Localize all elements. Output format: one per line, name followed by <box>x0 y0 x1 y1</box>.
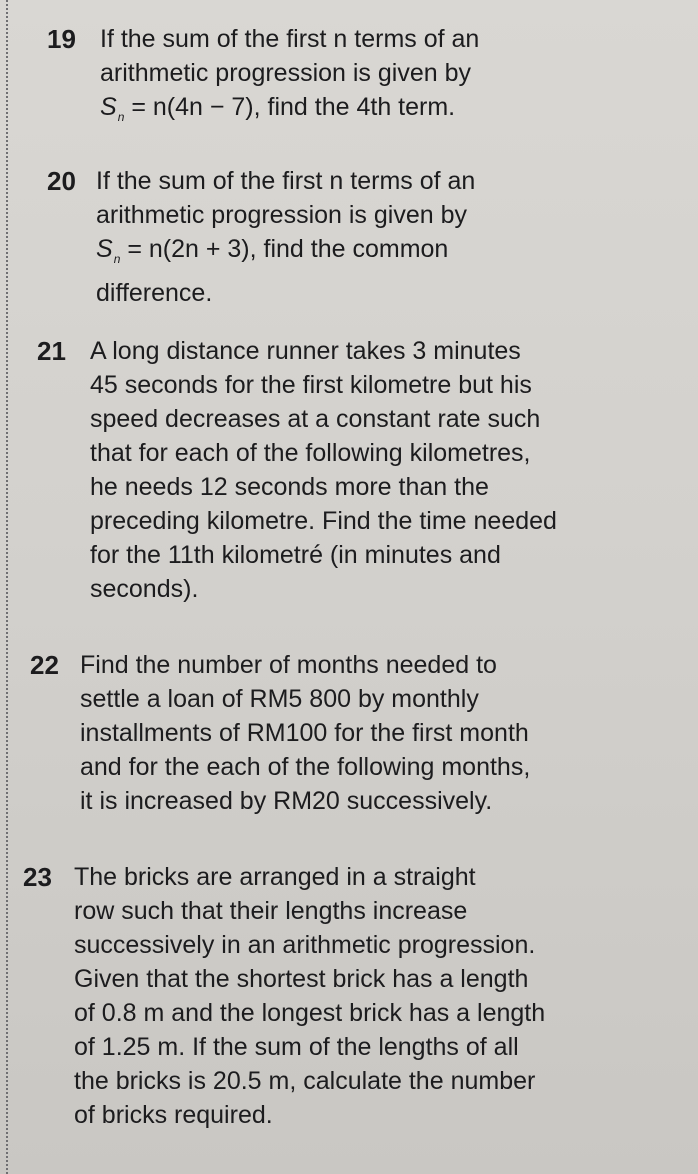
formula-lhs: S <box>100 93 117 121</box>
question-text <box>74 860 545 1132</box>
text-line: Find the number of months needed to <box>80 651 497 679</box>
text-line: 45 seconds for the first kilometre but his <box>90 371 532 399</box>
text-line: preceding kilometre. Find the time needed <box>90 507 557 535</box>
text-line: installments of RM100 for the first month <box>80 719 529 747</box>
text-line: for the 11th kilometré (in minutes and <box>90 541 501 569</box>
text-line: of bricks required. <box>74 1101 273 1129</box>
text-line: seconds). <box>90 575 199 603</box>
question-number: 23 <box>23 862 52 892</box>
formula-line <box>100 90 479 134</box>
text-line: successively in an arithmetic progression. <box>74 931 536 959</box>
formula-lhs: S <box>96 235 113 263</box>
text-line: If the sum of the first n terms of an <box>96 167 476 195</box>
formula-line <box>96 232 475 276</box>
text-line: of 1.25 m. If the sum of the lengths of all <box>74 1033 519 1061</box>
text-line: A long distance runner takes 3 minutes <box>90 337 521 365</box>
question-number: 22 <box>30 650 59 680</box>
text-line: of 0.8 m and the longest brick has a length <box>74 999 546 1027</box>
question-text <box>80 648 530 818</box>
question-number: 21 <box>37 336 66 366</box>
text-line: row such that their lengths increase <box>74 897 468 925</box>
text-line: settle a loan of RM5 800 by monthly <box>80 685 479 713</box>
text-line: arithmetic progression is given by <box>100 59 471 87</box>
formula-rhs: = n(4n − 7), find the 4th term. <box>131 93 456 121</box>
text-line: and for the each of the following months, <box>80 753 531 781</box>
formula-subscript: n <box>117 110 125 124</box>
question-number: 19 <box>47 24 76 54</box>
margin-dotted-line <box>6 0 8 1174</box>
text-line: he needs 12 seconds more than the <box>90 473 489 501</box>
text-line: The bricks are arranged in a straight <box>74 863 476 891</box>
question-text <box>90 334 557 606</box>
text-line: difference. <box>96 279 213 307</box>
formula-rhs: = n(2n + 3), find the common <box>127 235 449 263</box>
text-line: Given that the shortest brick has a length <box>74 965 529 993</box>
text-line: it is increased by RM20 successively. <box>80 787 493 815</box>
text-line: the bricks is 20.5 m, calculate the number <box>74 1067 536 1095</box>
formula-subscript: n <box>113 252 121 266</box>
text-line: speed decreases at a constant rate such <box>90 405 541 433</box>
question-number: 20 <box>47 166 76 196</box>
text-line: If the sum of the first n terms of an <box>100 25 480 53</box>
text-line: that for each of the following kilometres, <box>90 439 531 467</box>
question-text <box>100 22 479 134</box>
text-line: arithmetic progression is given by <box>96 201 467 229</box>
question-text <box>96 164 475 310</box>
